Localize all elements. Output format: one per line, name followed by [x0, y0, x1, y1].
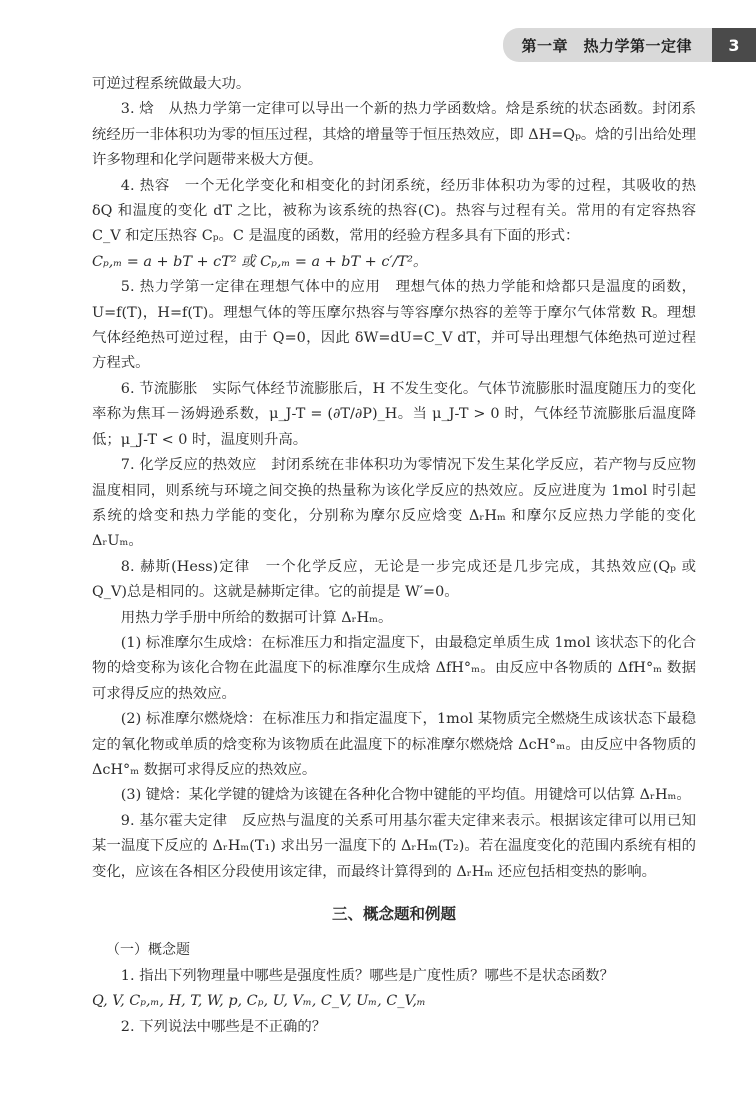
paragraph-heat-capacity: 4. 热容 一个无化学变化和相变化的封闭系统，经历非体积功为零的过程，其吸收的热 δQ 和温度的变化 dT 之比，被称为该系统的热容(C)。热容与过程有关。常用的有定容热容 C_V 和定压热容 Cₚ。C 是温度的函数，常用的经验方程多具有下面的形式： — [92, 177, 696, 245]
paragraph-enthalpy: 3. 焓 从热力学第一定律可以导出一个新的热力学函数焓。焓是系统的状态函数。封闭系统经历一非体积功为零的恒压过程，其焓的增量等于恒压热效应，即 ΔH=Qₚ。焓的引出给处理许多物理和化学问题带来极大方便。 — [92, 101, 696, 169]
paragraph-kirchhoff-law: 9. 基尔霍夫定律 反应热与温度的关系可用基尔霍夫定律来表示。根据该定律可以用已知某一温度下反应的 ΔᵣHₘ(T₁) 求出另一温度下的 ΔᵣHₘ(T₂)。若在温度变化的范围内系统有相的变化，应该在各相区分段使用该定律，而最终计算得到的 ΔᵣHₘ 还应包括相变热的影响。 — [92, 812, 696, 880]
paragraph-hess-law: 8. 赫斯(Hess)定律 一个化学反应，无论是一步完成还是几步完成，其热效应(Qₚ 或 Q_V)总是相同的。这就是赫斯定律。它的前提是 W′=0。 — [92, 558, 696, 601]
page-body — [92, 72, 696, 1040]
paragraph-throttling: 6. 节流膨胀 实际气体经节流膨胀后，H 不发生变化。气体节流膨胀时温度随压力的变化率称为焦耳－汤姆逊系数，μ_J-T = (∂T/∂P)_H。当 μ_J-T > 0 时，气体经节流膨胀后温度降低；μ_J-T < 0 时，温度则升高。 — [92, 380, 696, 448]
page-number: 3 — [712, 28, 756, 62]
paragraph-handbook-data: 用热力学手册中所给的数据可计算 ΔᵣHₘ。 — [120, 609, 393, 626]
paragraph-bond-enthalpy: (3) 键焓：某化学键的键焓为该键在各种化合物中键能的平均值。用键焓可以估算 ΔᵣHₘ。 — [120, 787, 691, 804]
subsection-title: （一）概念题 — [106, 942, 190, 959]
section-title: 三、概念题和例题 — [331, 904, 456, 923]
paragraph-reaction-heat: 7. 化学反应的热效应 封闭系统在非体积功为零情况下发生某化学反应，若产物与反应物温度相同，则系统与环境之间交换的热量称为该化学反应的热效应。反应进度为 1mol 时引起系统的焓变和热力学能的变化，分别称为摩尔反应焓变 ΔᵣHₘ 和摩尔反应热力学能的变化 ΔᵣUₘ。 — [92, 457, 696, 550]
chapter-title: 第一章 热力学第一定律 — [503, 28, 712, 62]
question-1-quantities: Q, V, Cₚ,ₘ, H, T, W, p, Cₚ, U, Vₘ, C_V, Uₘ, C_V,ₘ — [92, 993, 426, 1010]
heat-capacity-formula: Cₚ,ₘ = a + bT + cT² 或 Cₚ,ₘ = a + bT + c′/T²。 — [92, 253, 428, 270]
paragraph-ideal-gas: 5. 热力学第一定律在理想气体中的应用 理想气体的热力学能和焓都只是温度的函数，U=f(T)，H=f(T)。理想气体的等压摩尔热容与等容摩尔热容的差等于摩尔气体常数 R。理想气体经绝热可逆过程，由于 Q=0，因此 δW=dU=C_V dT，并可导出理想气体绝热可逆过程方程式。 — [92, 279, 696, 372]
question-1: 1. 指出下列物理量中哪些是强度性质？哪些是广度性质？哪些不是状态函数？ — [120, 967, 614, 984]
page-header — [503, 28, 756, 62]
paragraph-combustion-enthalpy: (2) 标准摩尔燃烧焓：在标准压力和指定温度下，1mol 某物质完全燃烧生成该状态下最稳定的氧化物或单质的焓变称为该物质在此温度下的标准摩尔燃烧焓 ΔcH°ₘ。由反应中各物质的 ΔcH°ₘ 数据可求得反应的热效应。 — [92, 711, 696, 778]
paragraph: 可逆过程系统做最大功。 — [92, 76, 251, 92]
question-2: 2. 下列说法中哪些是不正确的？ — [120, 1018, 327, 1035]
paragraph-formation-enthalpy: (1) 标准摩尔生成焓：在标准压力和指定温度下，由最稳定单质生成 1mol 该状态下的化合物的焓变称为该化合物在此温度下的标准摩尔生成焓 ΔfH°ₘ。由反应中各物质的 ΔfH°ₘ 数据可求得反应的热效应。 — [92, 634, 696, 702]
